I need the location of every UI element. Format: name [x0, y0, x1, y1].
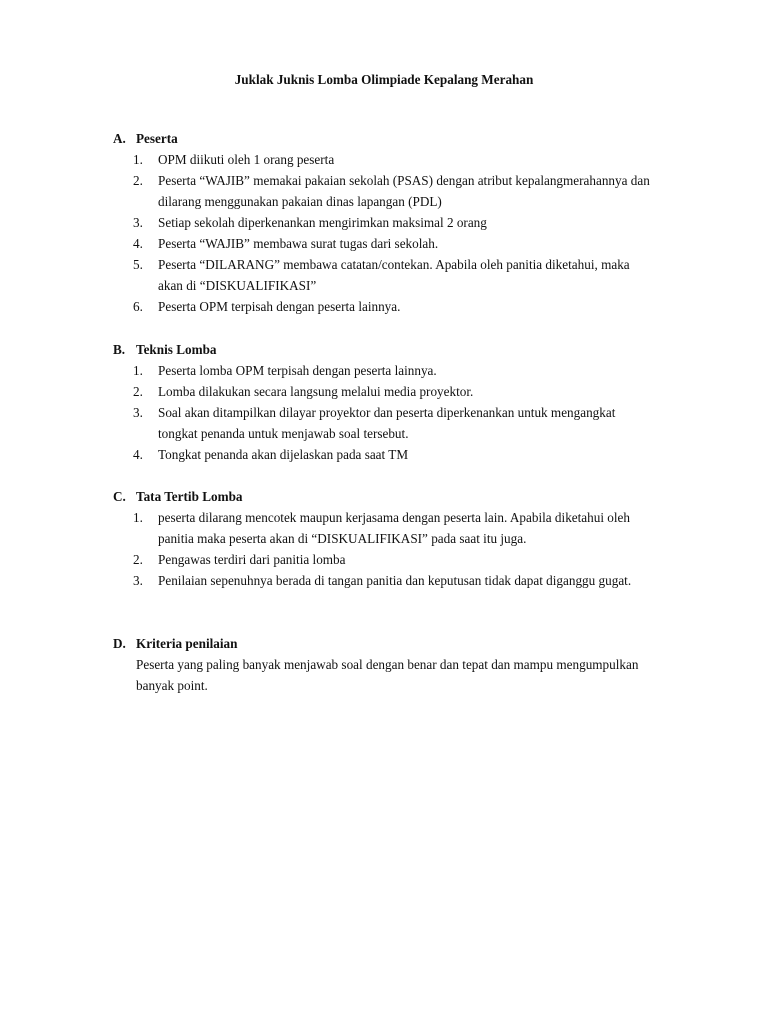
item-text: Pengawas terdiri dari panitia lomba [158, 552, 346, 567]
item-text: Peserta “DILARANG” membawa catatan/contekan. Apabila oleh panitia diketahui, maka akan di “DISKUALIFIKASI” [158, 257, 630, 293]
list-item [113, 360, 673, 381]
item-text: Tongkat penanda akan dijelaskan pada saat TM [158, 447, 409, 462]
section-letter: B. [113, 342, 126, 357]
item-text: Peserta lomba OPM terpisah dengan peserta lainnya. [158, 363, 437, 378]
list-item [113, 507, 673, 549]
section-title: Kriteria penilaian [136, 636, 238, 651]
section-heading [113, 633, 673, 654]
item-number: 1. [133, 363, 143, 378]
section-heading [113, 128, 673, 149]
item-text: Soal akan ditampilkan dilayar proyektor dan peserta diperkenankan untuk mengangkat tongkat penanda untuk menjawab soal tersebut. [158, 405, 616, 441]
section-teknis-lomba [113, 339, 673, 465]
item-number: 4. [133, 447, 143, 462]
list-item [113, 549, 673, 570]
list-item [113, 444, 673, 465]
list-item [113, 149, 673, 170]
list-item [113, 402, 673, 444]
section-peserta [113, 128, 673, 317]
list-item [113, 570, 673, 591]
section-letter: A. [113, 131, 126, 146]
item-text: Peserta OPM terpisah dengan peserta lainnya. [158, 299, 401, 314]
numbered-list [113, 507, 673, 591]
item-number: 2. [133, 384, 143, 399]
item-number: 4. [133, 236, 143, 251]
item-text: Penilaian sepenuhnya berada di tangan panitia dan keputusan tidak dapat diganggu gugat. [158, 573, 632, 588]
item-number: 1. [133, 152, 143, 167]
section-kriteria-penilaian [113, 633, 673, 696]
list-item [113, 296, 673, 317]
section-title: Tata Tertib Lomba [136, 489, 243, 504]
numbered-list [113, 360, 673, 465]
item-text: Lomba dilakukan secara langsung melalui media proyektor. [158, 384, 474, 399]
section-title: Peserta [136, 131, 178, 146]
item-number: 3. [133, 405, 143, 420]
item-text: peserta dilarang mencotek maupun kerjasama dengan peserta lain. Apabila diketahui oleh panitia maka peserta akan di “DISKUALIFIKASI” pada saat itu juga. [158, 510, 631, 546]
list-item [113, 170, 673, 212]
section-letter: D. [113, 636, 126, 651]
item-number: 2. [133, 552, 143, 567]
section-paragraph: Peserta yang paling banyak menjawab soal dengan benar dan tepat dan mampu mengumpulkan banyak point. [136, 657, 639, 693]
item-number: 3. [133, 573, 143, 588]
section-heading [113, 486, 673, 507]
list-item [113, 212, 673, 233]
section-title: Teknis Lomba [136, 342, 217, 357]
list-item [113, 233, 673, 254]
item-number: 2. [133, 173, 143, 188]
item-text: Peserta “WAJIB” membawa surat tugas dari sekolah. [158, 236, 439, 251]
item-text: Peserta “WAJIB” memakai pakaian sekolah (PSAS) dengan atribut kepalangmerahannya dan dilarang menggunakan pakaian dinas lapangan (PDL) [158, 173, 650, 209]
item-number: 1. [133, 510, 143, 525]
item-number: 5. [133, 257, 143, 272]
section-tata-tertib [113, 486, 673, 591]
item-text: Setiap sekolah diperkenankan mengirimkan maksimal 2 orang [158, 215, 487, 230]
item-number: 6. [133, 299, 143, 314]
numbered-list [113, 149, 673, 317]
item-number: 3. [133, 215, 143, 230]
list-item [113, 381, 673, 402]
list-item [113, 254, 673, 296]
item-text: OPM diikuti oleh 1 orang peserta [158, 152, 335, 167]
document-title: Juklak Juknis Lomba Olimpiade Kepalang Merahan [234, 72, 534, 87]
section-heading [113, 339, 673, 360]
section-letter: C. [113, 489, 126, 504]
